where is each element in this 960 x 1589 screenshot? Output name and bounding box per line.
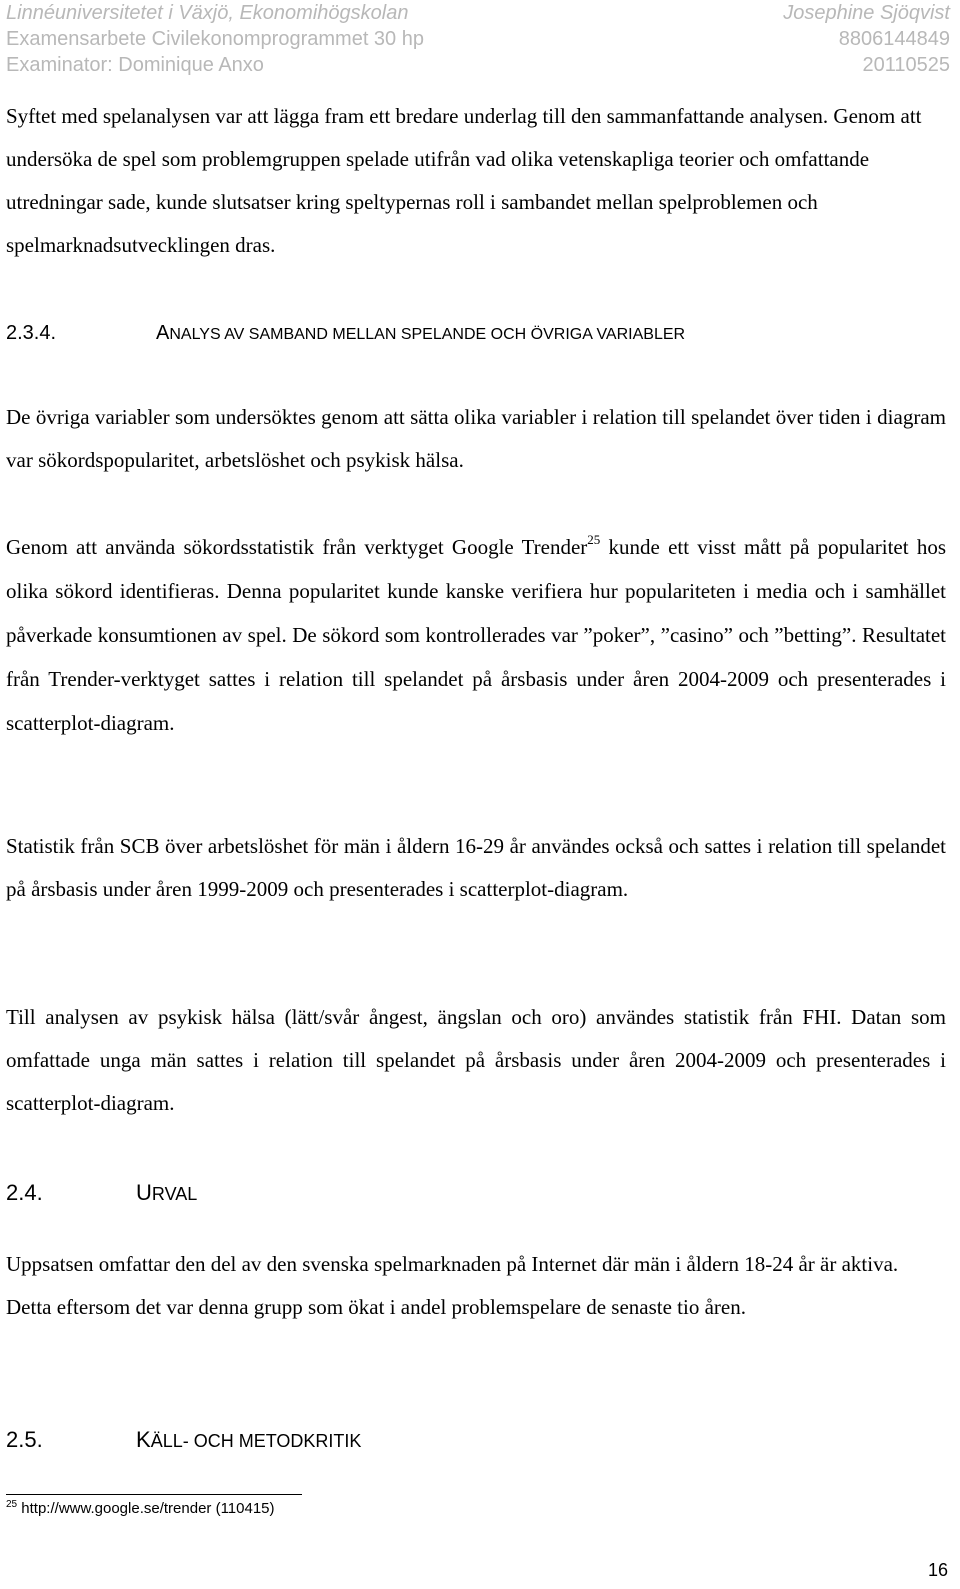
footnote-divider	[6, 1494, 302, 1495]
header-author: Josephine Sjöqvist	[783, 2, 950, 24]
footnote-reference[interactable]: 25	[587, 532, 601, 547]
section-heading-2-4	[6, 1180, 197, 1206]
header-university: Linnéuniversitetet i Växjö, Ekonomihögskolan	[6, 2, 409, 24]
footnote-number: 25	[6, 1499, 18, 1510]
footnote-link[interactable]: http://www.google.se/trender (110415)	[17, 1500, 275, 1517]
header-date: 20110525	[862, 54, 950, 76]
paragraph-scb-statistics: Statistik från SCB över arbetslöshet för män i åldern 16-29 år användes också och sattes i relation till spelandet på årsbasis under åren 1999-2009 och presenterades i scatterplot-diagram.	[6, 834, 946, 901]
page-header	[6, 0, 950, 78]
page-number: 16	[927, 1560, 948, 1580]
header-examiner: Examinator: Dominique Anxo	[6, 54, 264, 76]
section-title: KÄLL- OCH METODKRITIK	[136, 1427, 362, 1452]
paragraph-google-trender: Genom att använda sökordsstatistik från verktyget Google Trender$^{25}$ kunde ett visst mått på popularitet hos olika sökord identifieras. Denna popularitet kunde kanske verifiera hur populariteten i media och i samhället påverkade konsumtionen av spel. De sökord som kontrollerades var ”poker”, ”casino” och ”betting”. Resultatet från Trender-verktyget sattes i relation till spelandet på årsbasis under åren 2004-2009 och presenterades i scatterplot-diagram.	[6, 532, 946, 735]
paragraph-other-variables: De övriga variabler som undersöktes genom att sätta olika variabler i relation till spelandet över tiden i diagram var sökordspopularitet, arbetslöshet och psykisk hälsa.	[6, 405, 946, 472]
section-title: URVAL	[136, 1180, 198, 1205]
section-heading-2-3-4	[6, 322, 685, 345]
paragraph-urval: Uppsatsen omfattar den del av den svenska spelmarknaden på Internet där män i åldern 18-24 år är aktiva. Detta eftersom det var denna grupp som ökat i andel problemspelare de senaste tio åren.	[6, 1252, 899, 1319]
header-student-id: 8806144849	[838, 28, 950, 50]
paragraph-fhi-statistics: Till analysen av psykisk hälsa (lätt/svår ångest, ängslan och oro) användes statistik från FHI. Datan som omfattade unga män sattes i relation till spelandet på årsbasis under åren 2004-2009 och presenterades i scatterplot-diagram.	[6, 1005, 946, 1115]
section-title: ANALYS AV SAMBAND MELLAN SPELANDE OCH ÖVRIGA VARIABLER	[156, 322, 686, 344]
header-program: Examensarbete Civilekonomprogrammet 30 hp	[6, 28, 424, 50]
footnote	[6, 1500, 275, 1517]
section-heading-2-5	[6, 1427, 361, 1453]
paragraph-spelanalys-purpose: Syftet med spelanalysen var att lägga fram ett bredare underlag till den sammanfattande analysen. Genom att undersöka de spel som problemgruppen spelade utifrån vad olika vetenskapliga teorier och omfattande utredningar sade, kunde slutsatser kring speltypernas roll i sambandet mellan spelproblemen och spelmarknadsutvecklingen dras.	[6, 104, 922, 257]
section-number: 2.5.	[6, 1427, 43, 1452]
section-number: 2.3.4.	[6, 322, 57, 344]
section-number: 2.4.	[6, 1180, 43, 1205]
